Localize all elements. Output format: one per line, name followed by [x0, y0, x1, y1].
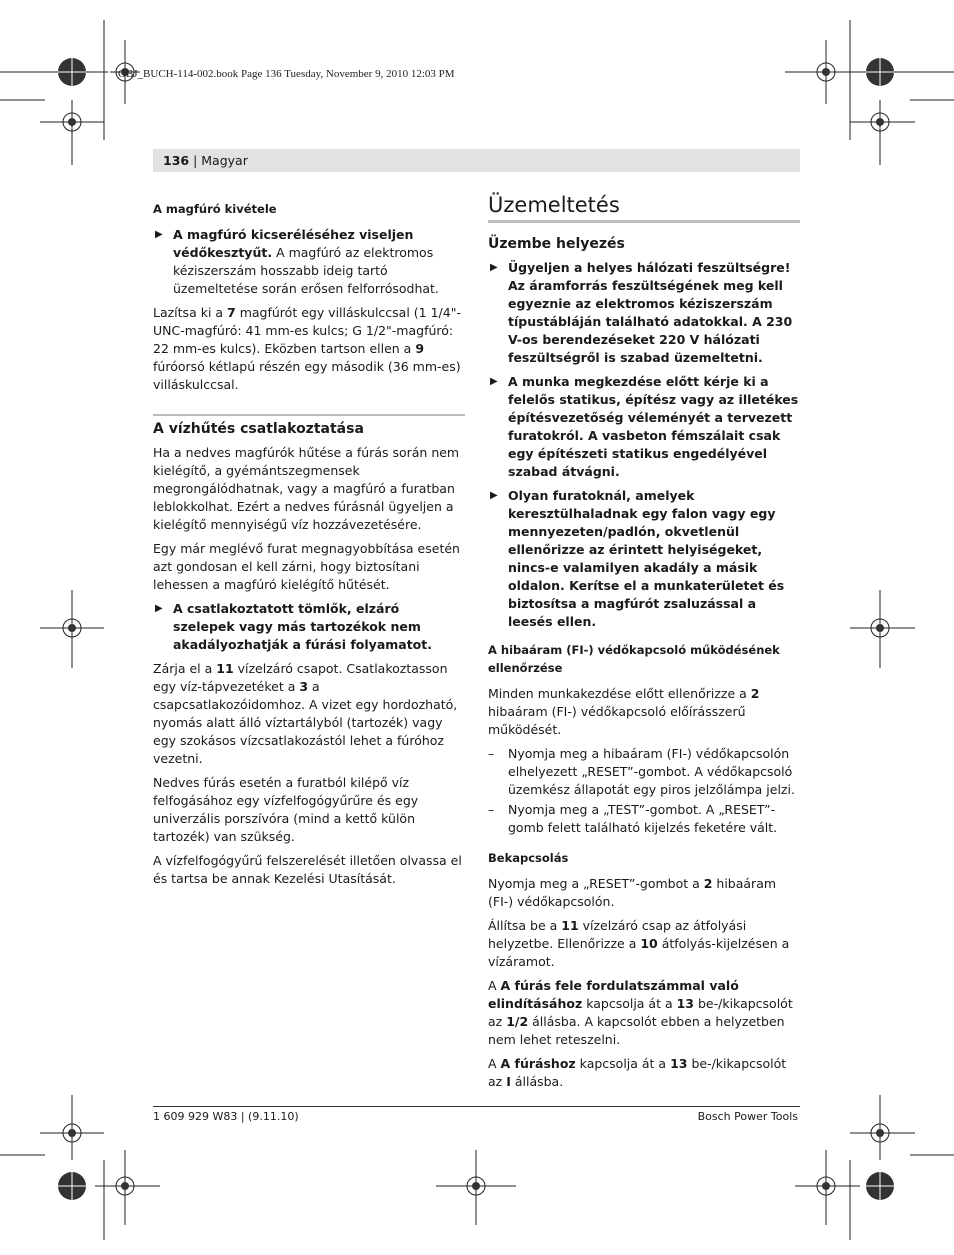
section-heading-switch-on: Bekapcsolás: [488, 851, 569, 865]
step-reset: – Nyomja meg a hibaáram (FI-) védőkapcsolón elhelyezett „RESET”-gombot. A védőkapcsoló üzemkész állapotát egy piros jelzőlámpa jelzi.: [488, 746, 795, 797]
page-footer: [153, 1106, 800, 1123]
paragraph-cooling-2: Egy már meglévő furat megnagyobbítása esetén azt gondosan el kell zárni, hogy biztosítani lehessen a magfúró kielégítő hűtését.: [153, 541, 460, 592]
bullet-icon: ▶: [155, 603, 163, 614]
bullet-through-holes: ▶ Olyan furatoknál, amelyek keresztülhaladnak egy falon vagy egy mennyezeten/padlón, okvetlenül ellenőrizze az érintett helyiségeket, nincs-e valamilyen akadály a másik oldalon. Kerítse el a munkaterületet és biztosítsa a magfúrót zsaluzással a leesés ellen.: [490, 488, 785, 629]
file-info-header: OBJ_BUCH-114-002.book Page 136 Tuesday, November 9, 2010 12:03 PM: [118, 68, 455, 80]
paragraph-loosen: Lazítsa ki a 7 magfúrót egy villáskulccsal (1 1/4"-UNC-magfúró: 41 mm-es kulcs; G 1/2"-magfúró: 22 mm-es kulcs). Eközben tartson ellen a 9 fúróorsó kétlapú részén egy második (36 mm-es) villáskulccsal.: [153, 305, 461, 392]
section-heading-core-bit-removal: A magfúró kivétele: [153, 202, 277, 216]
bullet-hoses: ▶ A csatlakoztatott tömlők, elzáró szelepek vagy más tartozékok nem akadályozhatják a fúrási folyamatot.: [155, 601, 432, 652]
paragraph-cooling-1: Ha a nedves magfúrók hűtése a fúrás során nem kielégítő, a gyémántszegmensek megrongálódhatnak, vagy a magfúró a furatban leblokkolhat. Ezért a nedves fúrásnál ügyeljen a kielégítő mennyiségű víz hozzávezetésére.: [153, 445, 460, 532]
section-heading-start-up: Üzembe helyezés: [488, 236, 625, 252]
section-heading-fi-check: A hibaáram (FI-) védőkapcsoló működésének ellenőrzése: [488, 643, 780, 675]
footer-doc-id: 1 609 929 W83 | (9.11.10): [153, 1110, 299, 1123]
paragraph-fi-check: Minden munkakezdése előtt ellenőrizze a 2 hibaáram (FI-) védőkapcsoló előírásszerű működését.: [488, 686, 760, 737]
right-column: [488, 193, 800, 1097]
footer-brand: Bosch Power Tools: [697, 1110, 798, 1123]
page-header-bar: [153, 149, 800, 172]
bullet-icon: ▶: [155, 229, 163, 240]
left-column: [153, 200, 465, 894]
bullet-icon: ▶: [490, 262, 498, 273]
paragraph-half-speed: A A fúrás fele fordulatszámmal való elindításához kapcsolja át a 13 be-/kikapcsolót az 1/2 állásba. A kapcsolót ebben a helyzetben nem lehet reteszelni.: [488, 978, 793, 1047]
bullet-icon: ▶: [490, 376, 498, 387]
paragraph-reset-button: Nyomja meg a „RESET”-gombot a 2 hibaáram (FI-) védőkapcsolón.: [488, 876, 777, 909]
paragraph-water-valve: Zárja el a 11 vízelzáró csapot. Csatlakoztasson egy víz-tápvezetéket a 3 a csapcsatlakozóidomhoz. A vizet egy hordozható, nyomás alatt álló víztartályból (tartozék) vagy egy szokásos vízcsatlakozástól lehet a fúróhoz vezetni.: [153, 661, 458, 766]
page-title: Üzemeltetés: [488, 196, 800, 223]
paragraph-wet-drilling: Nedves fúrás esetén a furatból kilépő víz felfogásához egy vízfelfogógyűrűre és egy univerzális porszívóra (mind a kettő külön tartozék) van szükség.: [153, 775, 419, 844]
bullet-icon: ▶: [490, 490, 498, 501]
separator: |: [189, 153, 202, 168]
paragraph-drilling: A A fúráshoz kapcsolja át a 13 be-/kikapcsolót az I állásba.: [488, 1056, 787, 1089]
bullet-gloves: ▶ A magfúró kicseréléséhez viseljen védőkesztyűt. A magfúró az elektromos kéziszerszám hosszabb ideig tartó üzemeltetése során erősen felforrósodhat.: [155, 227, 439, 296]
step-test: – Nyomja meg a „TEST”-gombot. A „RESET”-gomb felett található kijelzés feketére vált.: [488, 802, 778, 835]
paragraph-flow: Állítsa be a 11 vízelzáró csap az átfolyási helyzetbe. Ellenőrizze a 10 átfolyás-kijelzésen a vízáramot.: [488, 918, 790, 969]
bullet-statics: ▶ A munka megkezdése előtt kérje ki a felelős statikus, építész vagy az illetékes építésvezetőség véleményét a tervezett furatokról. A vasbeton fémszálait csak egy építészeti statikus engedélyével szabad átvágni.: [490, 374, 799, 479]
section-heading-water-cooling: A vízhűtés csatlakoztatása: [153, 414, 465, 438]
page-number: 136: [163, 153, 190, 168]
bullet-voltage: ▶ Ügyeljen a helyes hálózati feszültségre! Az áramforrás feszültségének meg kell egyeznie az elektromos kéziszerszám típustábláján található adatokkal. A 230 V-os berendezéseket 220 V hálózati feszültségről is szabad üzemeltetni.: [490, 260, 793, 365]
paragraph-water-ring: A vízfelfogógyűrű felszerelését illetően olvassa el és tartsa be annak Kezelési Utasítását.: [153, 853, 462, 886]
page-language: Magyar: [201, 153, 248, 168]
